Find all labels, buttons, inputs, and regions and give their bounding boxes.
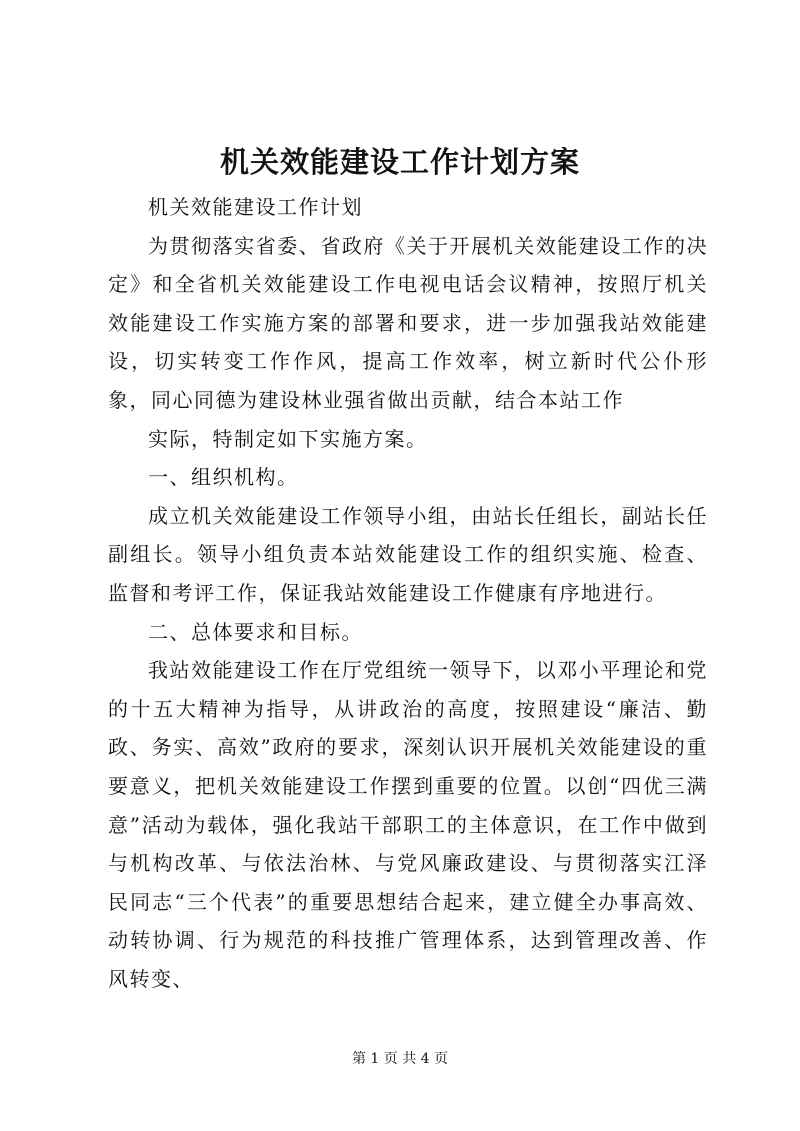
paragraph-requirements: 我站效能建设工作在厅党组统一领导下，以邓小平理论和党的十五大精神为指导，从讲政治的高度，按照建设“廉洁、勤政、务实、高效”政府的要求，深刻认识开展机关效能建设的重要意义，把机关效能建设工作摆到重要的位置。以创“四优三满意”活动为载体，强化我站干部职工的主体意识，在工作中做到与机构改革、与依法治林、与党风廉政建设、与贯彻落实江泽民同志“三个代表”的重要思想结合起来，建立健全办事高效、动转协调、行为规范的科技推广管理体系，达到管理改善、作风转变、: [108, 658, 708, 991]
document-title: 机关效能建设工作计划方案: [219, 145, 580, 179]
paragraph-intro-continued: 实际，特制定如下实施方案。: [148, 426, 428, 451]
section-heading-requirements: 二、总体要求和目标。: [148, 619, 363, 644]
section-heading-organization: 一、组织机构。: [148, 465, 299, 490]
page-footer: 第 1 页 共 4 页: [351, 1051, 449, 1067]
paragraph-subtitle: 机关效能建设工作计划: [148, 195, 363, 219]
document-body: [108, 188, 708, 998]
paragraph-organization: 成立机关效能建设工作领导小组，由站长任组长，副站长任副组长。领导小组负责本站效能建设工作的组织实施、检查、监督和考评工作，保证我站效能建设工作健康有序地进行。: [108, 503, 708, 605]
paragraph-intro: 为贯彻落实省委、省政府《关于开展机关效能建设工作的决定》和全省机关效能建设工作电视电话会议精神，按照厅机关效能建设工作实施方案的部署和要求，进一步加强我站效能建设，切实转变工作作风，提高工作效率，树立新时代公仆形象，同心同德为建设林业强省做出贡献，结合本站工作: [108, 233, 708, 412]
